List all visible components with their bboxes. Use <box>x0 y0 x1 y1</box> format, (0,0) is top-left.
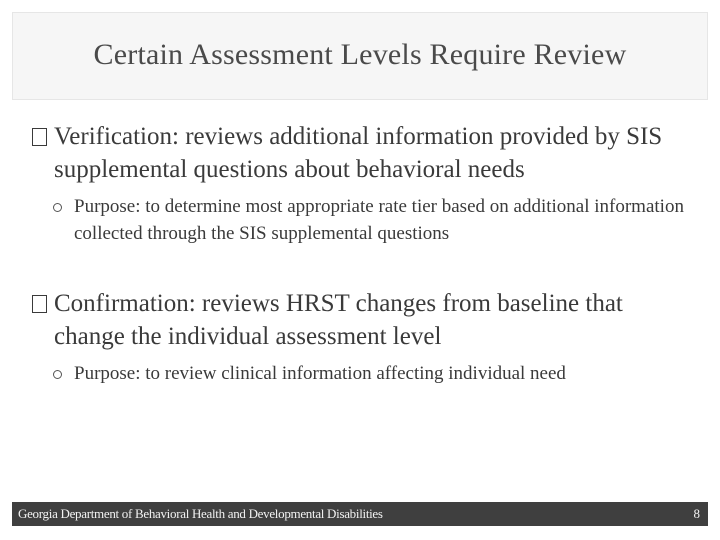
ring-bullet-icon <box>53 370 62 379</box>
page-number: 8 <box>693 506 700 521</box>
bullet-confirmation <box>32 287 692 353</box>
sub-bullet-confirmation-text: Purpose: to review clinical information affecting individual need <box>74 363 566 384</box>
slide-content <box>32 120 692 388</box>
square-bullet-icon <box>32 128 47 146</box>
sub-bullet-verification-text: Purpose: to determine most appropriate rate tier based on additional information collected through the SIS supplemental questions <box>74 196 684 244</box>
bullet-verification-text: Verification: reviews additional information provided by SIS supplemental questions about behavioral needs <box>54 123 663 183</box>
sub-bullet-confirmation-purpose <box>32 361 692 388</box>
sub-bullet-verification-purpose <box>32 194 692 247</box>
bullet-confirmation-text: Confirmation: reviews HRST changes from baseline that change the individual assessment level <box>54 290 623 350</box>
footer-bar <box>12 502 708 526</box>
slide-title: Certain Assessment Levels Require Review <box>93 38 627 71</box>
ring-bullet-icon <box>53 203 62 212</box>
footer-organization: Georgia Department of Behavioral Health and Developmental Disabilities <box>18 506 383 521</box>
bullet-verification <box>32 120 692 186</box>
square-bullet-icon <box>32 295 47 313</box>
